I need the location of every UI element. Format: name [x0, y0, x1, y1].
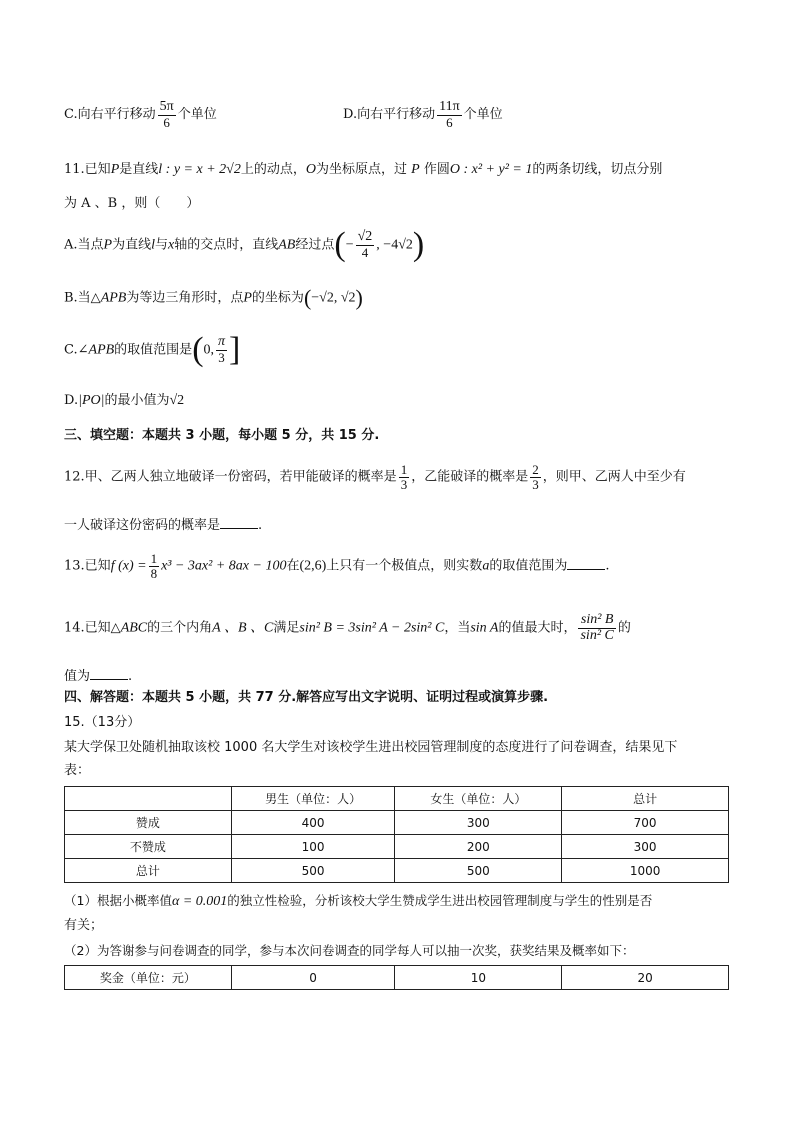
- q15-part2: （2）为答谢参与问卷调查的同学，参与本次问卷调查的同学每人可以抽一次奖，获奖结果及概率如下：: [64, 943, 635, 958]
- fraction-5pi-6: $\frac{5\pi}{6}$: [159, 99, 174, 130]
- answer-blank: [220, 516, 258, 529]
- q11-stem-line1: 11.已知P是直线l : y = x + 2√2上的动点，O为坐标原点，过 P 作圆O : x² + y² = 1的两条切线，切点分别: [64, 162, 663, 177]
- survey-table: [64, 786, 729, 883]
- q14-stem-line1: 14.已知△ABC的三个内角A 、B 、C满足sin² B = 3sin² A − 2sin² C，当sin A的值最大时， $\frac{\text{sin² B}}{\text{sin² C}}$ 的: [64, 612, 631, 643]
- q11-option-c: C.∠APB的取值范围是(0, $\frac{\pi}{3}$ ]: [64, 331, 241, 368]
- table-row: 不赞成 100 200 300: [65, 835, 729, 859]
- q11-option-b: B.当△APB为等边三角形时，点P的坐标为(−√2, √2): [64, 285, 363, 310]
- q11-option-d: D.|PO|的最小值为√2: [64, 393, 185, 408]
- q14-stem-line2: 值为 .: [64, 669, 133, 684]
- fraction-2-3: $\frac{2}{3}$: [532, 462, 539, 492]
- option-c-text: C.向右平行移动: [64, 107, 156, 123]
- answer-blank: [567, 557, 605, 570]
- fraction-pi-3: $\frac{\pi}{3}$: [218, 334, 226, 366]
- table-row: 总计 500 500 1000: [65, 859, 729, 883]
- fraction-1-8: $\frac{1}{8}$: [150, 551, 158, 581]
- table-row: 奖金（单位：元） 0 10 20: [65, 966, 729, 990]
- q12-stem-line2: 一人破译这份密码的概率是 .: [64, 518, 263, 533]
- table-header-row: 男生（单位：人） 女生（单位：人） 总计: [65, 787, 729, 811]
- q10-option-d: [343, 100, 503, 129]
- fraction-11pi-6: $\frac{11\pi}{6}$: [439, 99, 460, 130]
- fraction-sqrt2-4: $\frac{√2}{4}$: [357, 229, 373, 261]
- option-d-text: D.向右平行移动: [343, 107, 436, 123]
- section-3-heading: 三、填空题：本题共 3 小题，每小题 5 分，共 15 分.: [64, 428, 380, 443]
- q15-intro-line1: 某大学保卫处随机抽取该校 1000 名大学生对该校学生进出校园管理制度的态度进行了问卷调查，结果见下: [64, 740, 678, 755]
- unit-text: 个单位: [463, 107, 503, 123]
- q11-option-a: A.当点P为直线l与x轴的交点时，直线AB经过点(− $\frac{√2}{4}$ , −4√2): [64, 226, 425, 263]
- q15-intro-line2: 表：: [64, 763, 91, 778]
- fraction-1-3: $\frac{1}{3}$: [400, 462, 408, 492]
- q15-part1-line2: 有关；: [64, 918, 104, 933]
- q15-part1-line1: （1）根据小概率值α = 0.001的独立性检验，分析该校大学生赞成学生进出校园管理制度与学生的性别是否: [64, 893, 653, 909]
- fraction-sin2b-sin2c: $\frac{\text{sin² B}}{\text{sin² C}}$: [580, 612, 614, 643]
- q12-stem-line1: 12.甲、乙两人独立地破译一份密码，若甲能破译的概率是 $\frac{1}{3}$ ，乙能破译的概率是 $\frac{2}{3}$ ，则甲、乙两人中至少有: [64, 462, 686, 492]
- prize-table: [64, 965, 729, 990]
- q11-stem-line2: 为 A 、B ，则（ ）: [64, 196, 200, 211]
- q13-stem: 13.已知f (x) = $\frac{1}{8}$ x³ − 3ax² + 8ax − 100在(2,6)上只有一个极值点，则实数a的取值范围为 .: [64, 551, 610, 581]
- q15-heading: 15.（13分）: [64, 715, 141, 730]
- answer-blank: [90, 667, 128, 680]
- q10-option-c: [64, 100, 217, 129]
- table-row: 赞成 400 300 700: [65, 811, 729, 835]
- unit-text: 个单位: [177, 107, 217, 123]
- section-4-heading: 四、解答题：本题共 5 小题，共 77 分.解答应写出文字说明、证明过程或演算步骤.: [64, 690, 549, 705]
